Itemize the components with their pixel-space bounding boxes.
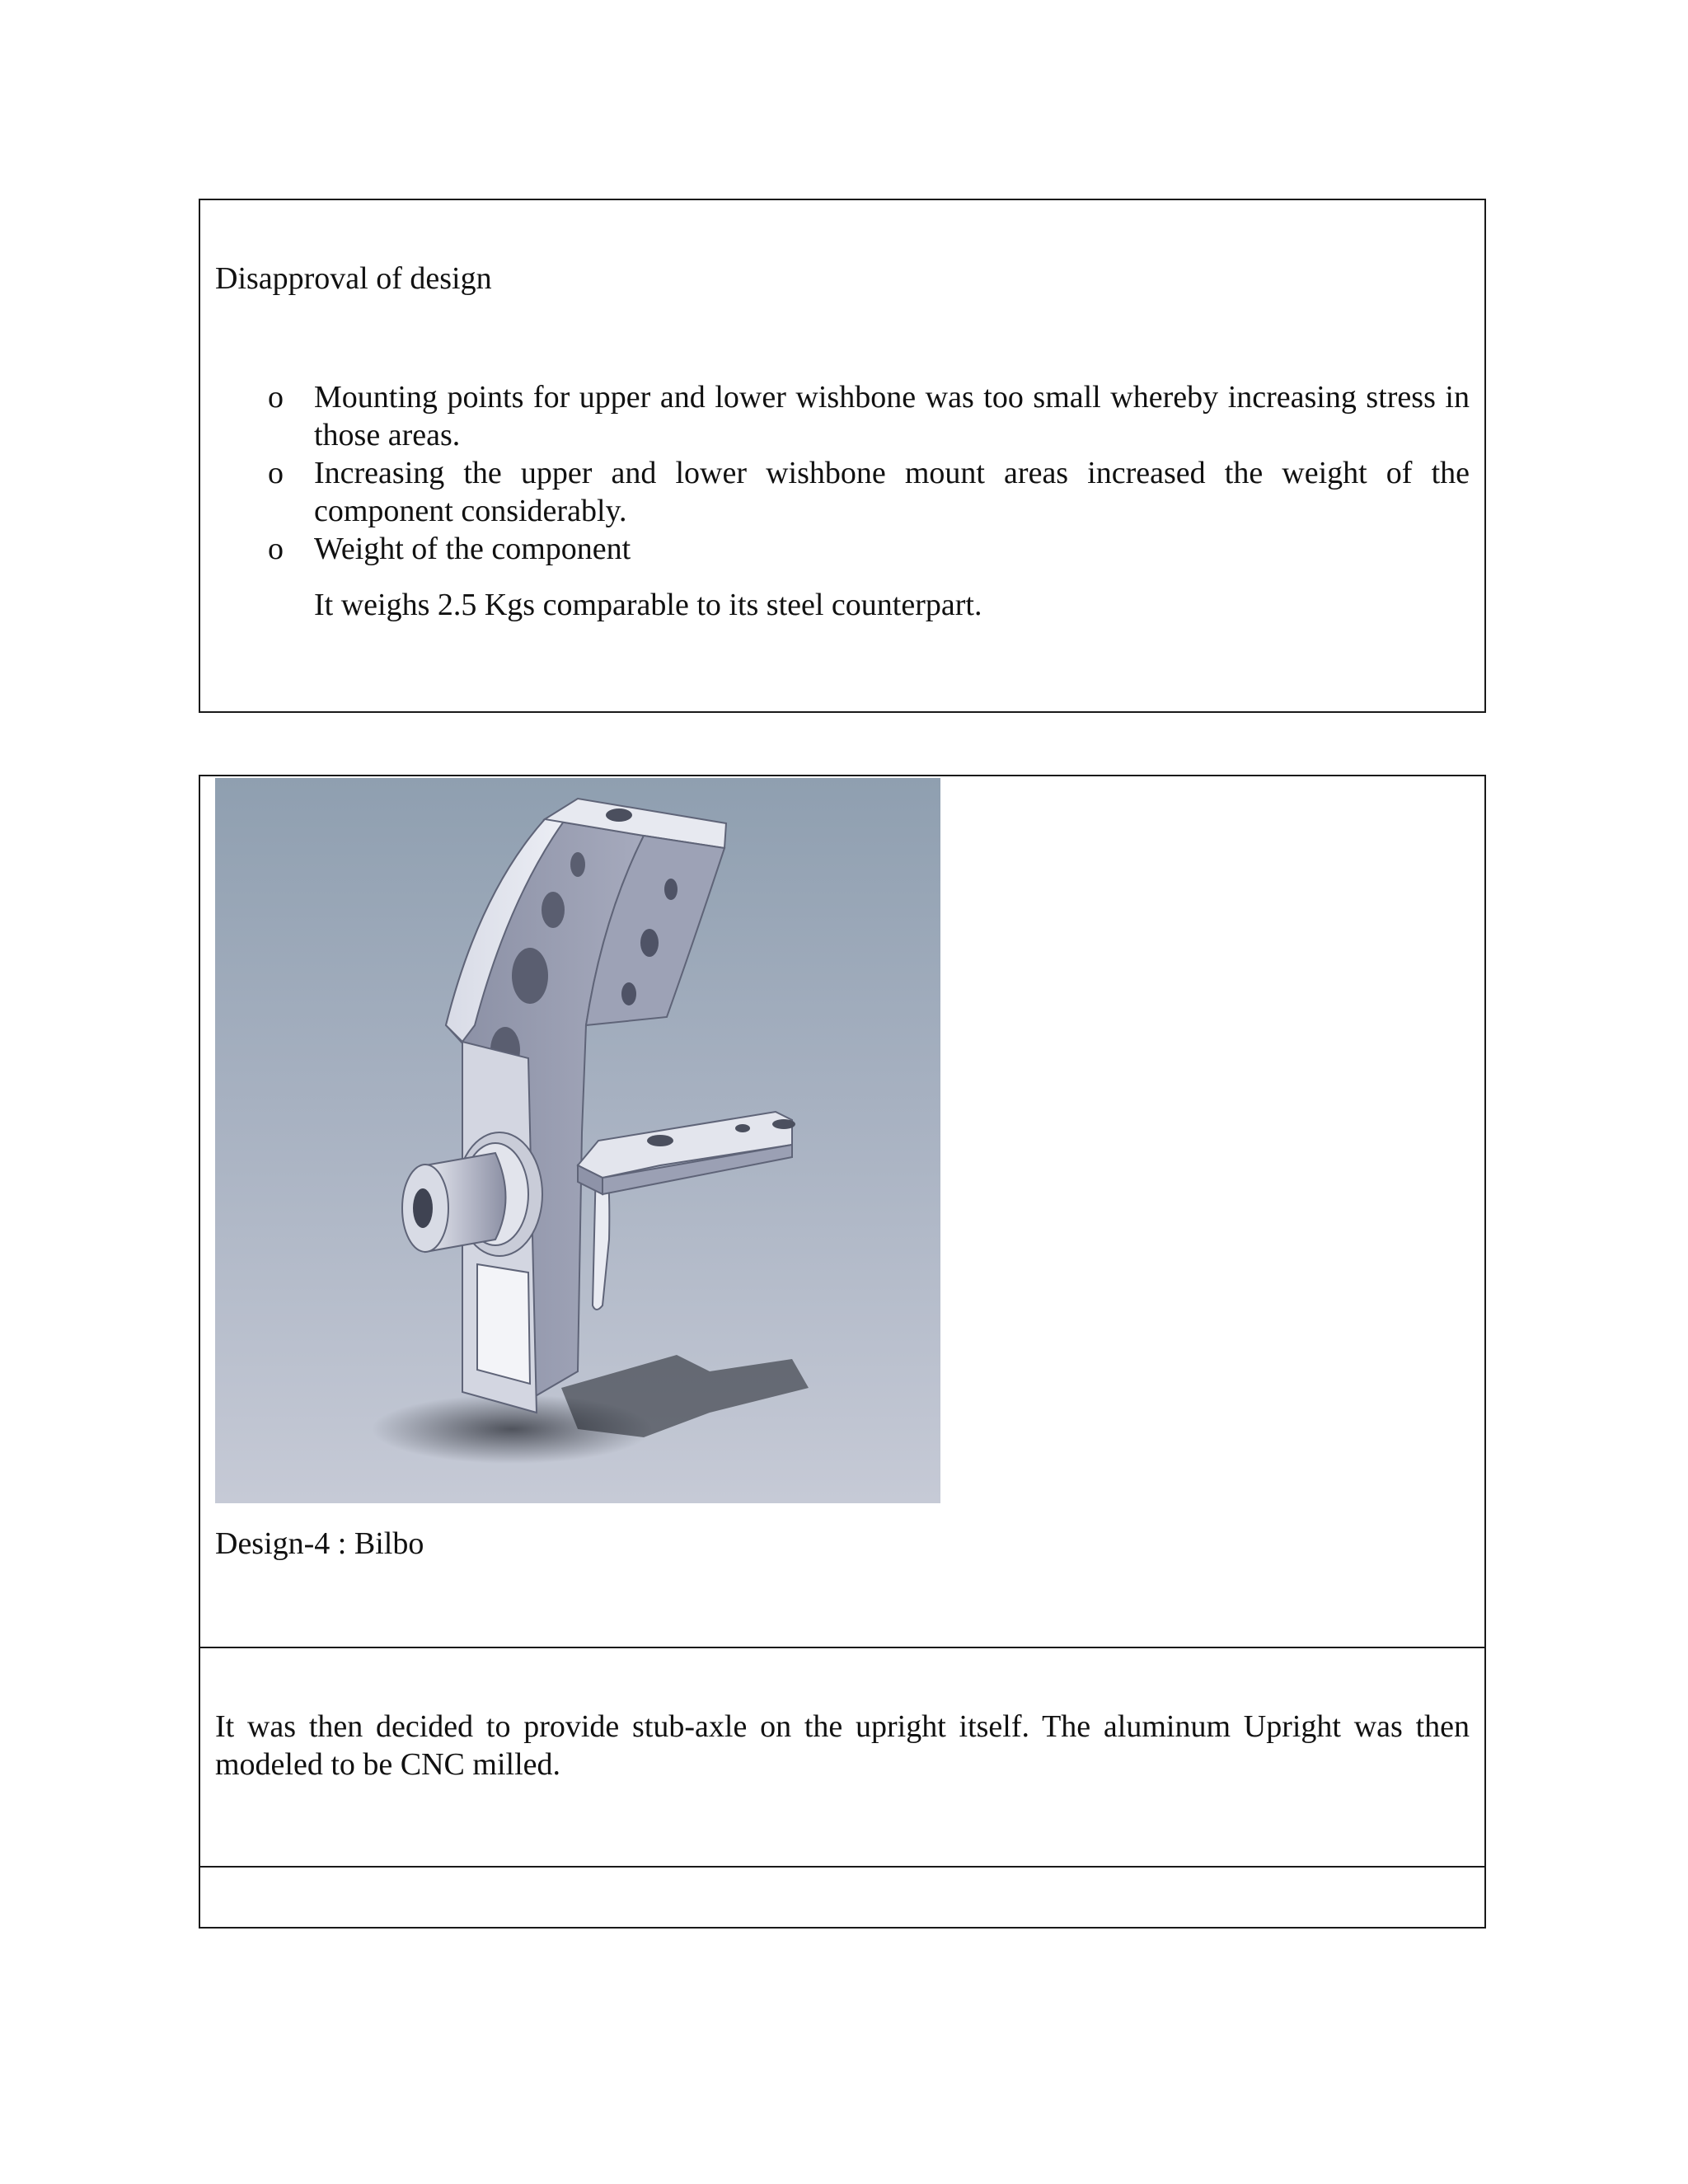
- upright-cad-render: [215, 778, 940, 1503]
- figure-caption: Design-4 : Bilbo: [215, 1526, 424, 1561]
- bullet-item: [200, 530, 1484, 568]
- bullet-item: [200, 454, 1484, 530]
- table-divider: [200, 1647, 1484, 1648]
- bullet-marker: o: [268, 456, 284, 490]
- bullet-marker: o: [268, 380, 284, 415]
- design-description: It was then decided to provide stub-axle on the upright itself. The aluminum Upright was then modeled to be CNC milled.: [215, 1709, 1470, 1782]
- design-box: [199, 775, 1486, 1929]
- upright-illustration: [215, 778, 940, 1503]
- disapproval-box: [199, 199, 1486, 713]
- bullet-text: Mounting points for upper and lower wishbone was too small whereby increasing stress in those areas.: [314, 380, 1470, 452]
- bullet-list: [200, 378, 1484, 624]
- bullet-text: Increasing the upper and lower wishbone mount areas increased the weight of the component considerably.: [314, 456, 1470, 528]
- table-divider: [200, 1866, 1484, 1868]
- bullet-marker: o: [268, 532, 284, 566]
- bullet-text: Weight of the component: [314, 532, 631, 566]
- section-heading: Disapproval of design: [215, 261, 492, 296]
- weight-note: It weighs 2.5 Kgs comparable to its steel counterpart.: [314, 588, 982, 622]
- bullet-item: [200, 378, 1484, 454]
